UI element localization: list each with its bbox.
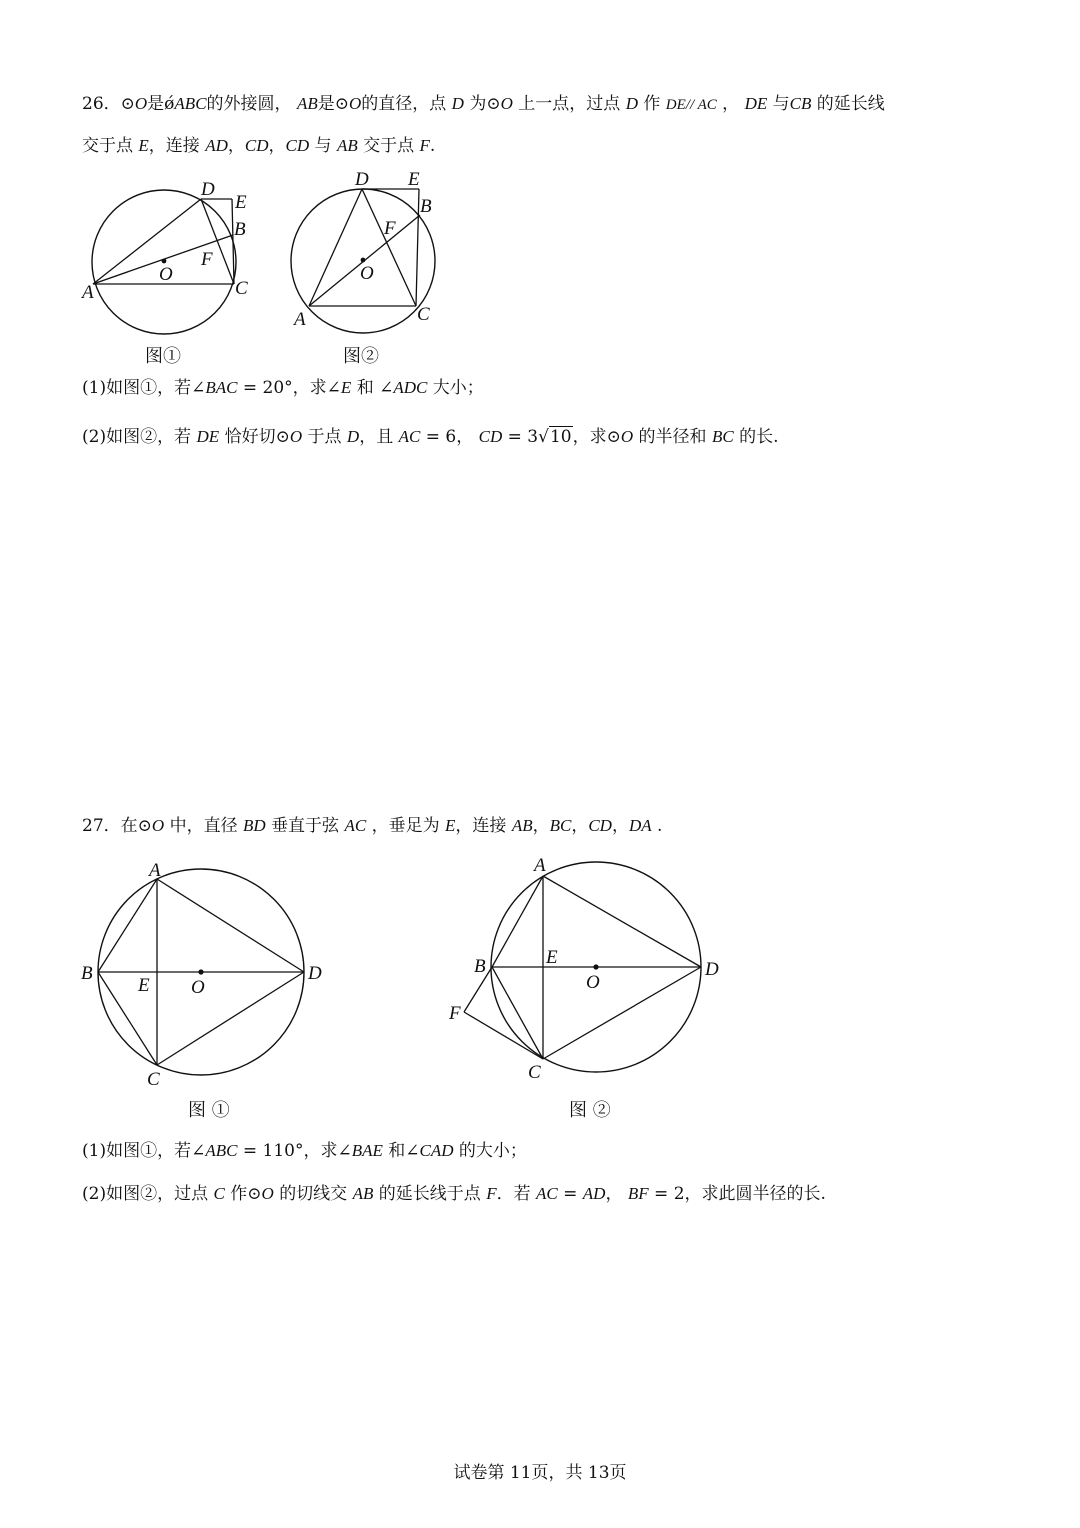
q26-part2: (2)如图②，若 DE 恰好切⊙O 于点 D，且 AC = 6， CD = 3√10，求⊙O 的半径和 BC 的长.: [82, 427, 779, 447]
center-point: [361, 258, 366, 263]
q26-figure-2: [280, 165, 460, 340]
label-a: A: [149, 860, 161, 881]
segment-ab: [492, 876, 543, 967]
center-point: [162, 259, 167, 264]
segment-dc: [362, 189, 416, 306]
label-a: A: [294, 309, 306, 330]
label-o: O: [360, 263, 374, 284]
label-d: D: [201, 179, 215, 200]
label-c: C: [417, 304, 430, 325]
center-point: [198, 969, 203, 974]
segment-ad: [543, 876, 701, 967]
segment-ad: [157, 879, 304, 972]
q27-fig1-caption: 图 ①: [188, 1100, 230, 1121]
label-a: A: [82, 282, 94, 303]
label-e: E: [546, 947, 558, 968]
q27-fig2-caption: 图 ②: [569, 1100, 611, 1121]
label-d: D: [705, 959, 719, 980]
q27-line1: 27．在⊙O 中，直径 BD 垂直于弦 AC ，垂足为 E，连接 AB，BC，CD，DA .: [82, 816, 663, 836]
label-f: F: [449, 1003, 461, 1024]
label-b: B: [474, 956, 486, 977]
segment-ec: [416, 189, 419, 306]
label-b: B: [234, 219, 246, 240]
label-e: E: [235, 192, 247, 213]
segment-cd: [157, 972, 304, 1065]
center-point: [593, 964, 598, 969]
label-o: O: [159, 264, 173, 285]
q26-line2: 交于点 E，连接 AD，CD，CD 与 AB 交于点 F.: [82, 136, 436, 156]
label-d: D: [308, 963, 322, 984]
segment-bc: [492, 967, 543, 1059]
label-a: A: [534, 855, 546, 876]
label-o: O: [586, 972, 600, 993]
label-f: F: [201, 249, 213, 270]
q26-part1: (1)如图①，若∠BAC = 20°，求∠E 和 ∠ADC 大小；: [82, 378, 484, 398]
label-b: B: [81, 963, 93, 984]
label-c: C: [235, 278, 248, 299]
label-e: E: [138, 975, 150, 996]
q26-fig1-caption: 图①: [145, 346, 181, 367]
label-d: D: [355, 169, 369, 190]
page-footer: 试卷第 11页，共 13页: [453, 1463, 627, 1483]
label-c: C: [528, 1062, 541, 1083]
q26-fig2-caption: 图②: [343, 346, 379, 367]
segment-dc: [201, 199, 234, 284]
q26-line1: 26．⊙O是ǿABC的外接圆， AB是⊙O的直径，点 D 为⊙O 上一点，过点 D 作 DE// AC ， DE 与CB 的延长线: [82, 94, 885, 114]
q27-figure-1: [75, 855, 335, 1095]
q27-part1: (1)如图①，若∠ABC = 110°，求∠BAE 和∠CAD 的大小；: [82, 1141, 527, 1161]
label-e: E: [408, 169, 420, 190]
label-f: F: [384, 218, 396, 239]
label-c: C: [147, 1069, 160, 1090]
q26-figure-1: [75, 170, 275, 350]
segment-ab: [98, 879, 157, 972]
label-b: B: [420, 196, 432, 217]
segment-fc: [464, 1012, 543, 1059]
q27-part2: (2)如图②，过点 C 作⊙O 的切线交 AB 的延长线于点 F．若 AC = AD， BF = 2，求此圆半径的长.: [82, 1184, 826, 1204]
segment-ad: [93, 199, 201, 284]
q27-figure-2: [440, 850, 740, 1090]
segment-cd: [543, 967, 701, 1059]
label-o: O: [191, 977, 205, 998]
